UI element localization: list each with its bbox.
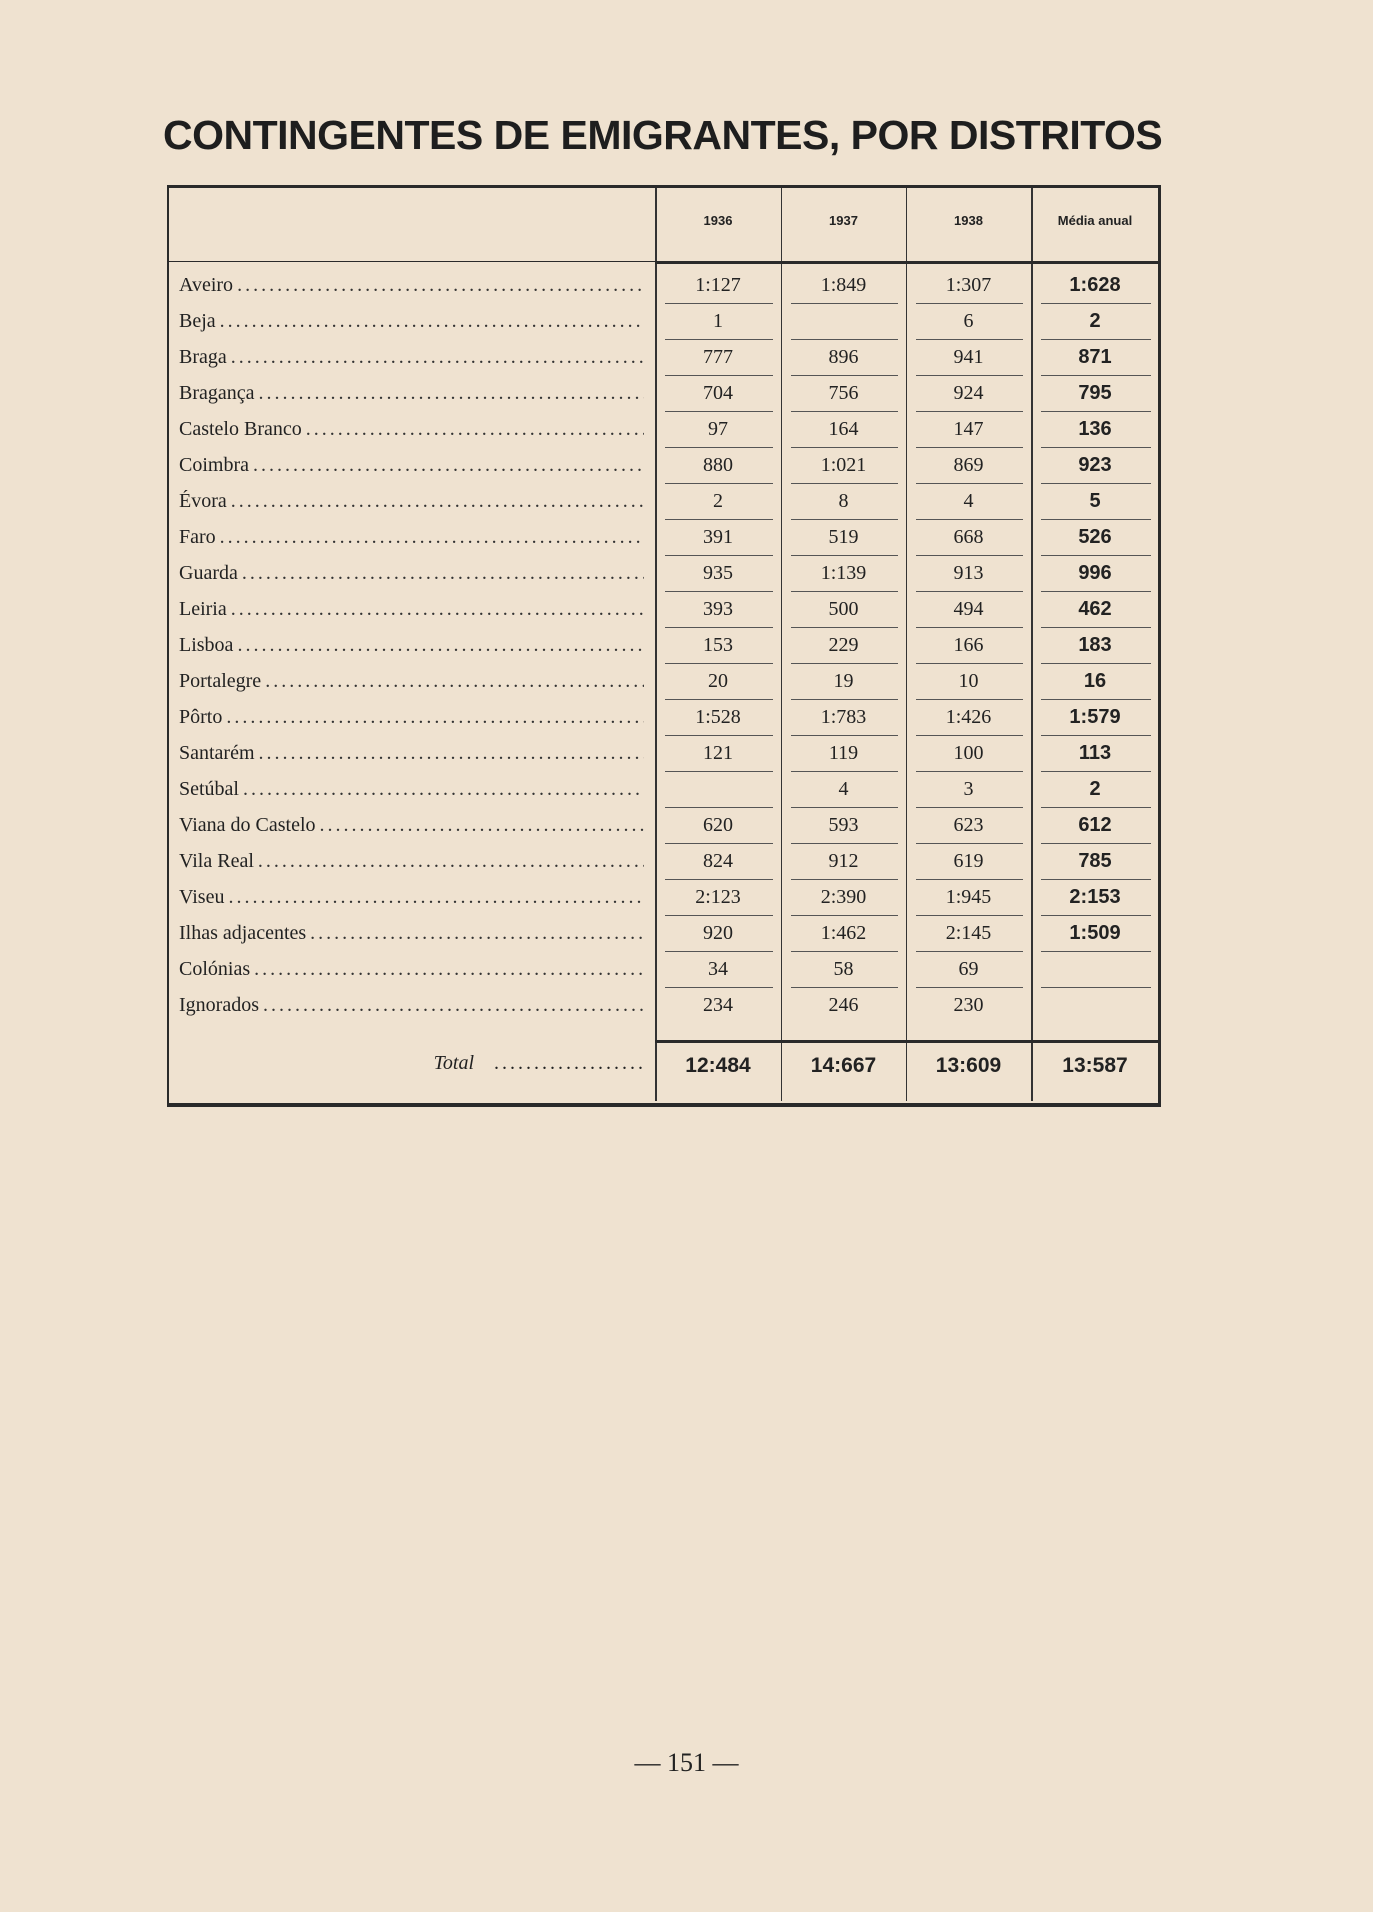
cell-v1938: 10 [958, 670, 979, 692]
cell-v1937: 19 [833, 670, 854, 692]
district-name: Vila Real [179, 850, 254, 872]
header-rule-left [169, 261, 655, 262]
cell-v1937: 1:783 [820, 706, 867, 728]
cell-media: 16 [1083, 670, 1107, 692]
cell-v1937: 1:462 [820, 922, 867, 944]
cell-media: 2 [1089, 310, 1101, 332]
table-row [169, 880, 1159, 916]
district-name: Ignorados [179, 994, 259, 1016]
cell-media: 462 [1078, 598, 1112, 620]
col-header-1936: 1936 [703, 213, 733, 228]
cell-v1936: 777 [703, 346, 733, 368]
district-label [179, 850, 644, 874]
district-name: Leiria [179, 598, 227, 620]
district-name: Braga [179, 346, 227, 368]
cell-v1936: 153 [703, 634, 733, 656]
cell-v1936: 2:123 [695, 886, 741, 908]
table-row [169, 268, 1159, 304]
cell-media [1031, 994, 1159, 1018]
cell-v1937: 519 [828, 526, 859, 548]
col-header-1938: 1938 [954, 213, 983, 228]
cell-media: 795 [1078, 382, 1112, 404]
table-row [169, 448, 1159, 484]
cell-v1938: 619 [953, 850, 984, 872]
cell-media: 5 [1089, 490, 1101, 512]
district-label [179, 634, 644, 658]
cell-v1938: 230 [953, 994, 984, 1016]
cell-media: 871 [1078, 346, 1112, 368]
district-name: Viana do Castelo [179, 814, 316, 836]
page-number: — 151 — [634, 1748, 739, 1777]
cell-v1936: 704 [703, 382, 733, 404]
page-title: CONTINGENTES DE EMIGRANTES, POR DISTRITOS [163, 112, 1163, 158]
district-label [179, 670, 644, 694]
table-row [169, 952, 1159, 988]
district-label [179, 706, 644, 730]
cell-v1937 [781, 310, 906, 334]
district-name: Santarém [179, 742, 255, 764]
cell-v1938: 869 [953, 454, 984, 476]
cell-media: 996 [1078, 562, 1112, 584]
table-row [169, 520, 1159, 556]
cell-v1937: 246 [828, 994, 859, 1016]
table-row [169, 556, 1159, 592]
district-name: Pôrto [179, 706, 223, 728]
table-row [169, 988, 1159, 1024]
total-label [179, 1052, 644, 1080]
cell-v1936: 1:528 [695, 706, 741, 728]
cell-v1937: 2:390 [820, 886, 867, 908]
district-name: Lisboa [179, 634, 234, 656]
cell-v1936: 34 [708, 958, 728, 980]
district-name: Faro [179, 526, 216, 548]
district-name: Bragança [179, 382, 255, 404]
cell-v1937: 164 [828, 418, 859, 440]
cell-v1936: 1:127 [695, 274, 741, 296]
table-row [169, 808, 1159, 844]
cell-v1936: 391 [703, 526, 733, 548]
district-label [179, 598, 644, 622]
district-label [179, 562, 644, 586]
district-label [179, 310, 644, 334]
total-1936: 12:484 [685, 1054, 751, 1077]
cell-media: 1:579 [1069, 706, 1121, 728]
district-label [179, 742, 644, 766]
cell-v1937: 1:139 [820, 562, 867, 584]
cell-v1936: 935 [703, 562, 733, 584]
district-label [179, 418, 644, 442]
cell-v1938: 6 [963, 310, 974, 332]
cell-v1938: 1:945 [945, 886, 992, 908]
district-name: Portalegre [179, 670, 262, 692]
total-media: 13:587 [1062, 1054, 1128, 1077]
table-row [169, 376, 1159, 412]
district-label [179, 814, 644, 838]
total-1938: 13:609 [935, 1054, 1002, 1077]
table-row [169, 484, 1159, 520]
emigrants-table [167, 185, 1161, 1107]
cell-media: 2:153 [1069, 886, 1121, 908]
district-name: Coimbra [179, 454, 249, 476]
cell-media: 923 [1078, 454, 1112, 476]
district-label [179, 886, 644, 910]
cell-media: 785 [1078, 850, 1112, 872]
cell-v1938: 941 [953, 346, 984, 368]
table-row [169, 664, 1159, 700]
cell-v1938: 924 [953, 382, 984, 404]
cell-v1938: 69 [958, 958, 979, 980]
cell-media: 136 [1078, 418, 1112, 440]
col-header-media-anual: Média anual [1057, 213, 1133, 228]
cell-media: 113 [1078, 742, 1112, 764]
table-row [169, 772, 1159, 808]
total-text: Total [433, 1052, 474, 1074]
cell-v1937: 500 [828, 598, 859, 620]
cell-v1937: 896 [828, 346, 859, 368]
cell-media: 1:509 [1069, 922, 1121, 944]
table-row [169, 916, 1159, 952]
cell-media: 612 [1078, 814, 1112, 836]
cell-media: 1:628 [1069, 274, 1121, 296]
cell-v1938: 100 [953, 742, 984, 764]
district-label [179, 994, 644, 1018]
district-name: Aveiro [179, 274, 234, 296]
cell-media: 2 [1089, 778, 1101, 800]
district-name: Ilhas adjacentes [179, 922, 307, 944]
district-label [179, 922, 644, 946]
table-row [169, 592, 1159, 628]
col-header-1937: 1937 [829, 213, 858, 228]
cell-v1938: 623 [953, 814, 984, 836]
district-name: Guarda [179, 562, 238, 584]
cell-v1936: 97 [708, 418, 728, 440]
district-label [179, 382, 644, 406]
cell-v1937: 912 [828, 850, 859, 872]
header-rule [655, 261, 1159, 264]
district-label [179, 454, 644, 478]
table-row [169, 700, 1159, 736]
total-1937: 14:667 [810, 1054, 877, 1077]
cell-v1937: 1:021 [820, 454, 867, 476]
cell-media: 183 [1078, 634, 1112, 656]
table-row [169, 844, 1159, 880]
cell-v1938: 1:307 [945, 274, 992, 296]
table-row [169, 736, 1159, 772]
district-name: Évora [179, 490, 227, 512]
cell-v1936: 20 [708, 670, 728, 692]
cell-v1936: 393 [703, 598, 733, 620]
cell-v1937: 58 [833, 958, 854, 980]
cell-v1936 [655, 778, 781, 802]
cell-v1937: 593 [828, 814, 859, 836]
district-name: Viseu [179, 886, 225, 908]
district-label [179, 778, 644, 802]
cell-v1936: 2 [713, 490, 723, 512]
cell-v1937: 1:849 [820, 274, 867, 296]
district-label [179, 490, 644, 514]
cell-v1938: 668 [953, 526, 984, 548]
cell-v1937: 8 [838, 490, 849, 512]
cell-v1938: 2:145 [945, 922, 992, 944]
cell-v1938: 147 [953, 418, 984, 440]
district-label [179, 274, 644, 298]
cell-v1938: 166 [953, 634, 984, 656]
cell-v1936: 1 [713, 310, 723, 332]
cell-v1936: 824 [703, 850, 733, 872]
cell-v1936: 920 [703, 922, 733, 944]
cell-v1937: 4 [838, 778, 849, 800]
district-name: Setúbal [179, 778, 239, 800]
district-name: Colónias [179, 958, 251, 980]
cell-media: 526 [1078, 526, 1112, 548]
district-name: Castelo Branco [179, 418, 302, 440]
cell-v1938: 3 [963, 778, 974, 800]
cell-v1936: 234 [703, 994, 733, 1016]
district-label [179, 526, 644, 550]
cell-v1938: 1:426 [945, 706, 992, 728]
cell-v1936: 121 [703, 742, 733, 764]
table-row [169, 628, 1159, 664]
cell-media [1031, 958, 1159, 982]
cell-v1938: 913 [953, 562, 984, 584]
cell-v1937: 119 [828, 742, 859, 764]
total-rule [655, 1040, 1159, 1043]
district-label [179, 958, 644, 982]
cell-v1936: 620 [703, 814, 733, 836]
cell-v1938: 4 [963, 490, 974, 512]
table-row [169, 340, 1159, 376]
district-name: Beja [179, 310, 216, 332]
table-row [169, 304, 1159, 340]
cell-v1936: 880 [703, 454, 733, 476]
cell-v1938: 494 [953, 598, 984, 620]
district-label [179, 346, 644, 370]
cell-v1937: 229 [828, 634, 859, 656]
cell-v1937: 756 [828, 382, 859, 404]
table-row [169, 412, 1159, 448]
